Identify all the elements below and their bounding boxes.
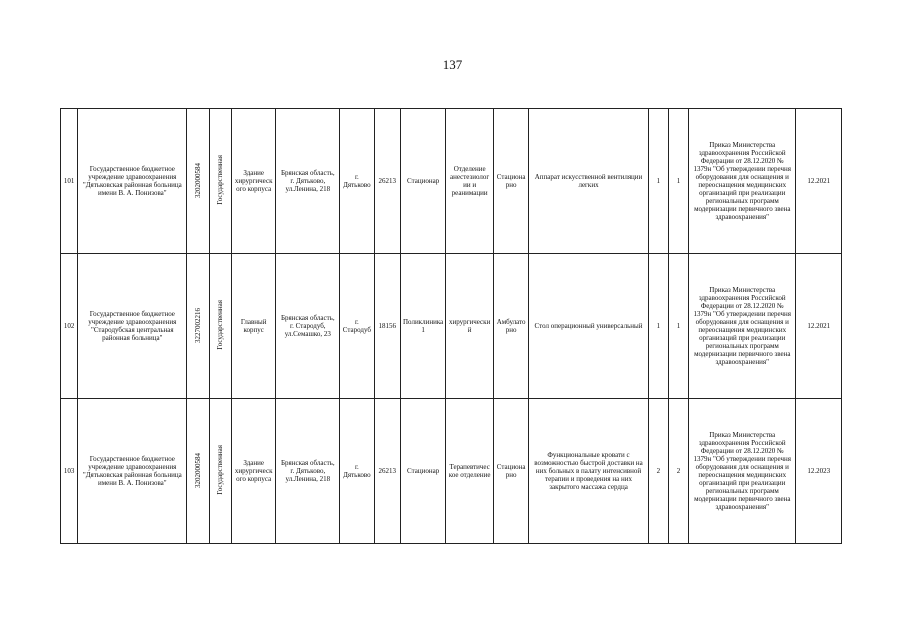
quantity-1: 2 xyxy=(648,399,668,544)
quantity-1: 1 xyxy=(648,109,668,254)
institution-name: Государственное бюджетное учреждение здравоохранения "Стародубская центральная районная больница" xyxy=(78,254,187,399)
zip-code: 18156 xyxy=(374,254,400,399)
building: Здание хирургического корпуса xyxy=(231,109,276,254)
care-condition: Стационарно xyxy=(493,399,528,544)
address: Брянская область, г. Стародуб, ул.Семашко, 23 xyxy=(276,254,340,399)
department: Отделение анестезиологии и реанимации xyxy=(446,109,494,254)
care-condition: Стационарно xyxy=(493,109,528,254)
address: Брянская область, г. Дятьково, ул.Ленина, 218 xyxy=(276,109,340,254)
care-type: Стационар xyxy=(400,109,446,254)
table-row xyxy=(61,399,842,544)
institution-code: 3202000584 xyxy=(187,399,209,544)
ownership-type: Государственная xyxy=(209,399,231,544)
delivery-date: 12.2023 xyxy=(796,399,842,544)
department: Терапевтическое отделение xyxy=(446,399,494,544)
care-condition: Амбулаторно xyxy=(493,254,528,399)
equipment-table xyxy=(60,108,842,544)
legal-order: Приказ Министерства здравоохранения Российской Федерации от 28.12.2020 № 1379н "Об утверждении перечня оборудования для оснащения и переоснащения медицинских организаций при реализации региональных программ модернизации первичного звена здравоохранения" xyxy=(689,399,796,544)
ownership-type: Государственная xyxy=(209,254,231,399)
quantity-2: 1 xyxy=(668,109,688,254)
zip-code: 26213 xyxy=(374,399,400,544)
row-number: 102 xyxy=(61,254,78,399)
legal-order: Приказ Министерства здравоохранения Российской Федерации от 28.12.2020 № 1379н "Об утверждении перечня оборудования для оснащения и переоснащения медицинских организаций при реализации региональных программ модернизации первичного звена здравоохранения" xyxy=(689,109,796,254)
equipment: Стол операционный универсальный xyxy=(529,254,648,399)
care-type: Стационар xyxy=(400,399,446,544)
building: Главный корпус xyxy=(231,254,276,399)
quantity-1: 1 xyxy=(648,254,668,399)
equipment: Аппарат искусственной вентиляции легких xyxy=(529,109,648,254)
department: хирургический xyxy=(446,254,494,399)
zip-code: 26213 xyxy=(374,109,400,254)
ownership-type: Государственная xyxy=(209,109,231,254)
address: Брянская область, г. Дятьково, ул.Ленина, 218 xyxy=(276,399,340,544)
legal-order: Приказ Министерства здравоохранения Российской Федерации от 28.12.2020 № 1379н "Об утверждении перечня оборудования для оснащения и переоснащения медицинских организаций при реализации региональных программ модернизации первичного звена здравоохранения" xyxy=(689,254,796,399)
institution-code: 3227002216 xyxy=(187,254,209,399)
row-number: 103 xyxy=(61,399,78,544)
city: г. Стародуб xyxy=(340,254,374,399)
institution-name: Государственное бюджетное учреждение здравоохранения "Дятьковская районная больница имени В. А. Понизова" xyxy=(78,399,187,544)
building: Здание хирургического корпуса xyxy=(231,399,276,544)
city: г. Дятьково xyxy=(340,399,374,544)
quantity-2: 2 xyxy=(668,399,688,544)
row-number: 101 xyxy=(61,109,78,254)
institution-code: 3202000584 xyxy=(187,109,209,254)
table-row xyxy=(61,109,842,254)
page-number: 137 xyxy=(442,57,463,72)
quantity-2: 1 xyxy=(668,254,688,399)
delivery-date: 12.2021 xyxy=(796,109,842,254)
table-row xyxy=(61,254,842,399)
equipment: Функциональные кровати с возможностью быстрой доставки на них больных в палату интенсивной терапии и проведения на них закрытого массажа сердца xyxy=(529,399,648,544)
care-type: Поликлиника 1 xyxy=(400,254,446,399)
city: г. Дятьково xyxy=(340,109,374,254)
institution-name: Государственное бюджетное учреждение здравоохранения "Дятьковская районная больница имени В. А. Понизова" xyxy=(78,109,187,254)
delivery-date: 12.2021 xyxy=(796,254,842,399)
